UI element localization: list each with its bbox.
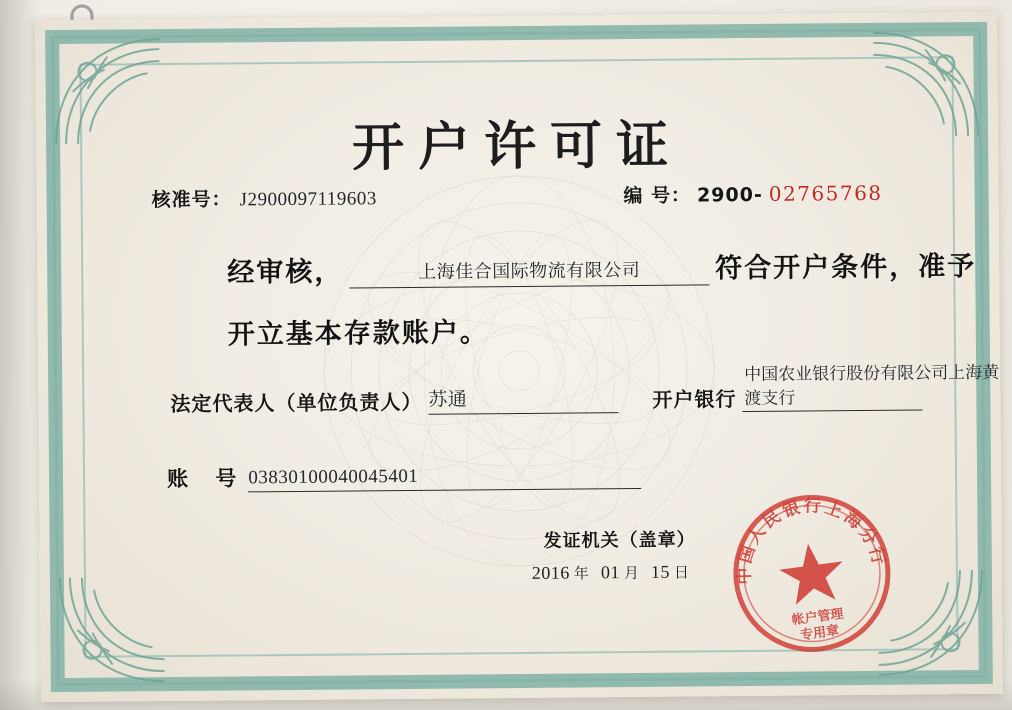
seal-bottom-line1: 帐户管理 bbox=[790, 606, 845, 629]
account-number-row bbox=[167, 459, 641, 493]
approval-and-serial-row bbox=[151, 178, 928, 212]
body-tail-text: 符合开户条件，准予 bbox=[715, 251, 977, 285]
issue-day-unit: 日 bbox=[673, 563, 690, 582]
serial-number-label: 编 号： bbox=[623, 184, 692, 208]
body-line-1 bbox=[227, 244, 977, 289]
svg-text:中国人民银行上海分行: 中国人民银行上海分行 bbox=[734, 496, 890, 585]
representative-value: 苏通 bbox=[428, 389, 468, 411]
issue-month-unit: 月 bbox=[623, 563, 639, 583]
company-name-value: 上海佳合国际物流有限公司 bbox=[418, 259, 641, 282]
seal-bottom-line2: 专用章 bbox=[799, 623, 841, 644]
body-line-2 bbox=[228, 310, 489, 351]
body-line2-text: 开立基本存款账户。 bbox=[227, 317, 489, 351]
representative-and-bank-row bbox=[170, 362, 1000, 417]
representative-label: 法定代表人（单位负责人） bbox=[170, 389, 423, 417]
serial-number-field bbox=[623, 179, 882, 208]
approval-number-field bbox=[151, 183, 376, 212]
body-lead-text: 经审核， bbox=[227, 256, 344, 289]
company-name-slot bbox=[349, 251, 709, 288]
approval-number-value: J2900097119603 bbox=[239, 188, 377, 211]
issue-month: 01 bbox=[600, 562, 620, 583]
account-number-slot bbox=[248, 464, 641, 492]
photo-shadow-left bbox=[0, 0, 40, 710]
issue-year: 2016 bbox=[531, 562, 570, 583]
bank-label: 开户银行 bbox=[652, 387, 737, 412]
serial-number-value: 02765768 bbox=[768, 180, 883, 206]
bank-value bbox=[744, 362, 1003, 409]
bank-slot bbox=[742, 362, 1000, 412]
bank-value-line2: 渡支行 bbox=[744, 388, 796, 409]
issue-day: 15 bbox=[650, 561, 670, 582]
account-number-label: 账 号 bbox=[166, 466, 247, 492]
approval-number-label: 核准号： bbox=[151, 188, 232, 212]
certificate-content bbox=[96, 68, 1000, 645]
certificate-sheet bbox=[35, 12, 1003, 702]
page-title: 开户许可证 bbox=[351, 114, 683, 179]
representative-slot bbox=[428, 383, 618, 415]
official-seal-stamp bbox=[718, 479, 906, 667]
bank-value-line1: 中国农业银行股份有限公司上海黄 bbox=[744, 362, 1000, 385]
issue-year-unit: 年 bbox=[573, 564, 589, 583]
serial-number-prefix: 2900- bbox=[696, 183, 763, 207]
issuer-label: 发证机关（盖章） bbox=[543, 529, 696, 552]
account-number-value: 03830100040045401 bbox=[248, 465, 419, 489]
